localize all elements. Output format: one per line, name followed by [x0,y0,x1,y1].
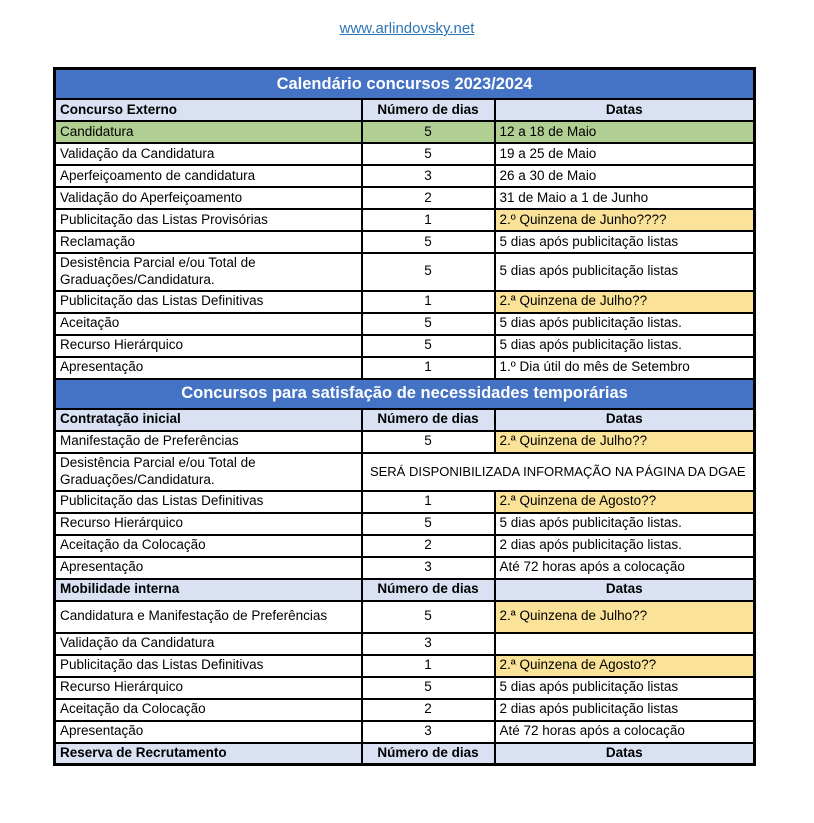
top-link-bar [0,20,814,38]
days-cell: 1 [362,357,495,379]
table-row [55,601,755,633]
table-row [55,209,755,231]
activity-cell: Publicitação das Listas Definitivas [55,291,362,313]
days-cell: 5 [362,253,495,291]
table-row [55,743,755,765]
days-cell: 5 [362,231,495,253]
column-header-days: Número de dias [362,579,495,601]
column-header-dates: Datas [495,99,755,121]
table-row [55,121,755,143]
date-cell: Até 72 horas após a colocação [495,557,755,579]
activity-cell: Reclamação [55,231,362,253]
activity-cell: Validação da Candidatura [55,633,362,655]
activity-cell: Recurso Hierárquico [55,513,362,535]
activity-cell: Publicitação das Listas Definitivas [55,491,362,513]
table-row [55,491,755,513]
site-link[interactable]: www.arlindovsky.net [339,20,475,37]
date-cell: 5 dias após publicitação listas. [495,335,755,357]
activity-cell: Aceitação [55,313,362,335]
date-cell: 2.ª Quinzena de Agosto?? [495,491,755,513]
days-cell: 3 [362,721,495,743]
table-row [55,721,755,743]
table-row [55,335,755,357]
table-row [55,231,755,253]
days-cell: 3 [362,633,495,655]
days-cell: 3 [362,165,495,187]
table-row [55,655,755,677]
activity-cell: Candidatura e Manifestação de Preferências [55,601,362,633]
column-header-activity: Concurso Externo [55,99,362,121]
days-cell: 5 [362,601,495,633]
activity-cell: Desistência Parcial e/ou Total de Graduações/Candidatura. [55,453,362,491]
table-row [55,699,755,721]
table-row [55,143,755,165]
column-header-dates: Datas [495,409,755,431]
table-row [55,357,755,379]
activity-cell: Publicitação das Listas Definitivas [55,655,362,677]
activity-cell: Manifestação de Preferências [55,431,362,453]
table-row [55,253,755,291]
date-cell: 2.º Quinzena de Junho???? [495,209,755,231]
table-row [55,513,755,535]
activity-cell: Validação do Aperfeiçoamento [55,187,362,209]
activity-cell: Recurso Hierárquico [55,677,362,699]
activity-cell: Aceitação da Colocação [55,535,362,557]
table-row [55,453,755,491]
table-row [55,165,755,187]
column-header-days: Número de dias [362,409,495,431]
days-cell: 5 [362,143,495,165]
date-cell: Até 72 horas após a colocação [495,721,755,743]
column-header-days: Número de dias [362,743,495,765]
date-cell: 2 dias após publicitação listas. [495,535,755,557]
days-cell: 2 [362,699,495,721]
date-cell: 5 dias após publicitação listas [495,231,755,253]
days-cell: 5 [362,431,495,453]
date-cell: 2.ª Quinzena de Agosto?? [495,655,755,677]
date-cell: 12 a 18 de Maio [495,121,755,143]
activity-cell: Aperfeiçoamento de candidatura [55,165,362,187]
activity-cell: Apresentação [55,357,362,379]
activity-cell: Candidatura [55,121,362,143]
days-cell: 1 [362,655,495,677]
column-header-days: Número de dias [362,99,495,121]
column-header-dates: Datas [495,743,755,765]
date-cell: 19 a 25 de Maio [495,143,755,165]
date-cell: 5 dias após publicitação listas. [495,513,755,535]
column-header-activity: Mobilidade interna [55,579,362,601]
date-cell: 5 dias após publicitação listas. [495,313,755,335]
column-header-activity: Contratação inicial [55,409,362,431]
date-cell: 26 a 30 de Maio [495,165,755,187]
merged-info-cell: SERÁ DISPONIBILIZADA INFORMAÇÃO NA PÁGINA DA DGAE [362,453,755,491]
table-row [55,313,755,335]
table-row [55,579,755,601]
activity-cell: Recurso Hierárquico [55,335,362,357]
date-cell [495,633,755,655]
activity-cell: Validação da Candidatura [55,143,362,165]
table-row [55,69,755,100]
table-row [55,291,755,313]
table-row [55,431,755,453]
date-cell: 2.ª Quinzena de Julho?? [495,431,755,453]
table-row [55,187,755,209]
days-cell: 5 [362,335,495,357]
date-cell: 2 dias após publicitação listas [495,699,755,721]
section-title: Concursos para satisfação de necessidades temporárias [55,379,755,409]
activity-cell: Apresentação [55,721,362,743]
section-title: Calendário concursos 2023/2024 [55,69,755,100]
activity-cell: Apresentação [55,557,362,579]
table-row [55,677,755,699]
days-cell: 1 [362,491,495,513]
days-cell: 5 [362,313,495,335]
days-cell: 3 [362,557,495,579]
calendar-table-body [55,69,755,765]
table-row [55,409,755,431]
days-cell: 5 [362,677,495,699]
days-cell: 1 [362,291,495,313]
column-header-activity: Reserva de Recrutamento [55,743,362,765]
date-cell: 1.º Dia útil do mês de Setembro [495,357,755,379]
days-cell: 1 [362,209,495,231]
date-cell: 5 dias após publicitação listas [495,253,755,291]
activity-cell: Publicitação das Listas Provisórias [55,209,362,231]
table-row [55,557,755,579]
table-row [55,535,755,557]
table-row [55,633,755,655]
table-row [55,99,755,121]
days-cell: 2 [362,187,495,209]
days-cell: 2 [362,535,495,557]
column-header-dates: Datas [495,579,755,601]
date-cell: 2.ª Quinzena de Julho?? [495,601,755,633]
days-cell: 5 [362,121,495,143]
activity-cell: Desistência Parcial e/ou Total de Graduações/Candidatura. [55,253,362,291]
days-cell: 5 [362,513,495,535]
activity-cell: Aceitação da Colocação [55,699,362,721]
calendar-table [53,67,756,766]
date-cell: 5 dias após publicitação listas [495,677,755,699]
table-row [55,379,755,409]
date-cell: 31 de Maio a 1 de Junho [495,187,755,209]
date-cell: 2.ª Quinzena de Julho?? [495,291,755,313]
